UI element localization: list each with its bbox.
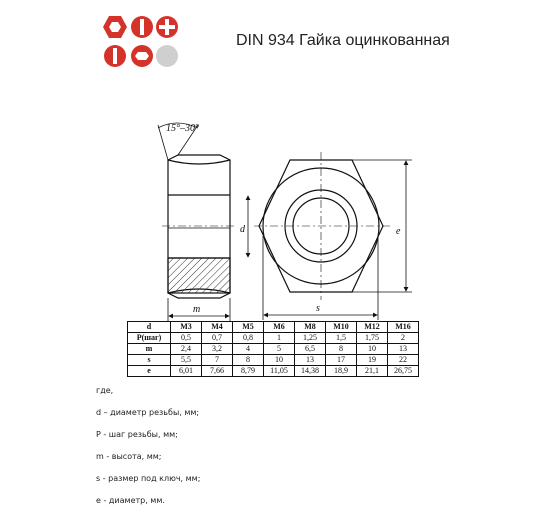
table-header-cell: M10 — [326, 322, 357, 333]
page-title: DIN 934 Гайка оцинкованная — [236, 32, 450, 49]
table-cell: 10 — [264, 355, 295, 366]
table-row-label: P(шаг) — [128, 333, 171, 344]
chamfer-angle-label: 15°–30° — [166, 123, 199, 134]
table-cell: 0,8 — [233, 333, 264, 344]
table-header-cell: M12 — [357, 322, 388, 333]
table-cell: 17 — [326, 355, 357, 366]
table-cell: 1,75 — [357, 333, 388, 344]
table-cell: 6,5 — [295, 344, 326, 355]
nut-top-view — [254, 152, 390, 300]
table-row-label: s — [128, 355, 171, 366]
table-row — [128, 333, 419, 344]
table-row — [128, 366, 419, 377]
table-cell: 8,79 — [233, 366, 264, 377]
table-header-cell: M8 — [295, 322, 326, 333]
table-cell: 3,2 — [202, 344, 233, 355]
table-cell: 8 — [233, 355, 264, 366]
table-cell: 1,5 — [326, 333, 357, 344]
table-cell: 0,5 — [171, 333, 202, 344]
table-cell: 1,25 — [295, 333, 326, 344]
table-header-cell: M5 — [233, 322, 264, 333]
dimension-s-label: s — [316, 303, 320, 314]
table-cell: 5,5 — [171, 355, 202, 366]
table-header-cell: M4 — [202, 322, 233, 333]
table-header-cell: M3 — [171, 322, 202, 333]
legend-line: где, — [96, 386, 114, 395]
dimension-d-label: d — [240, 224, 245, 235]
table-row-label: e — [128, 366, 171, 377]
table-cell: 6,01 — [171, 366, 202, 377]
table-row — [128, 355, 419, 366]
table-cell: 14,38 — [295, 366, 326, 377]
table-cell: 5 — [264, 344, 295, 355]
table-cell: 11,05 — [264, 366, 295, 377]
legend-line: s - размер под ключ, мм; — [96, 474, 201, 483]
table-cell: 2,4 — [171, 344, 202, 355]
table-header-cell: M6 — [264, 322, 295, 333]
table-cell: 26,75 — [388, 366, 419, 377]
legend-line: d – диаметр резьбы, мм; — [96, 408, 200, 417]
table-header-cell: d — [128, 322, 171, 333]
table-cell: 4 — [233, 344, 264, 355]
table-row — [128, 344, 419, 355]
dimension-m-label: m — [193, 304, 201, 315]
table-cell: 7,66 — [202, 366, 233, 377]
legend — [96, 386, 200, 518]
legend-line: e - диаметр, мм. — [96, 496, 165, 505]
table-cell: 13 — [295, 355, 326, 366]
table-cell: 8 — [326, 344, 357, 355]
table-cell: 1 — [264, 333, 295, 344]
table-cell: 2 — [388, 333, 419, 344]
nut-side-view — [162, 155, 236, 298]
table-header-cell: M16 — [388, 322, 419, 333]
table-cell: 10 — [357, 344, 388, 355]
dimension-e-label: e — [396, 226, 401, 237]
table-cell: 21,1 — [357, 366, 388, 377]
table-cell: 18,9 — [326, 366, 357, 377]
table-header-row — [128, 322, 419, 333]
legend-line: P - шаг резьбы, мм; — [96, 430, 178, 439]
table-cell: 7 — [202, 355, 233, 366]
table-cell: 19 — [357, 355, 388, 366]
table-row-label: m — [128, 344, 171, 355]
legend-line: m - высота, мм; — [96, 452, 162, 461]
table-cell: 13 — [388, 344, 419, 355]
table-cell: 0,7 — [202, 333, 233, 344]
spec-table — [127, 321, 419, 377]
table-cell: 22 — [388, 355, 419, 366]
